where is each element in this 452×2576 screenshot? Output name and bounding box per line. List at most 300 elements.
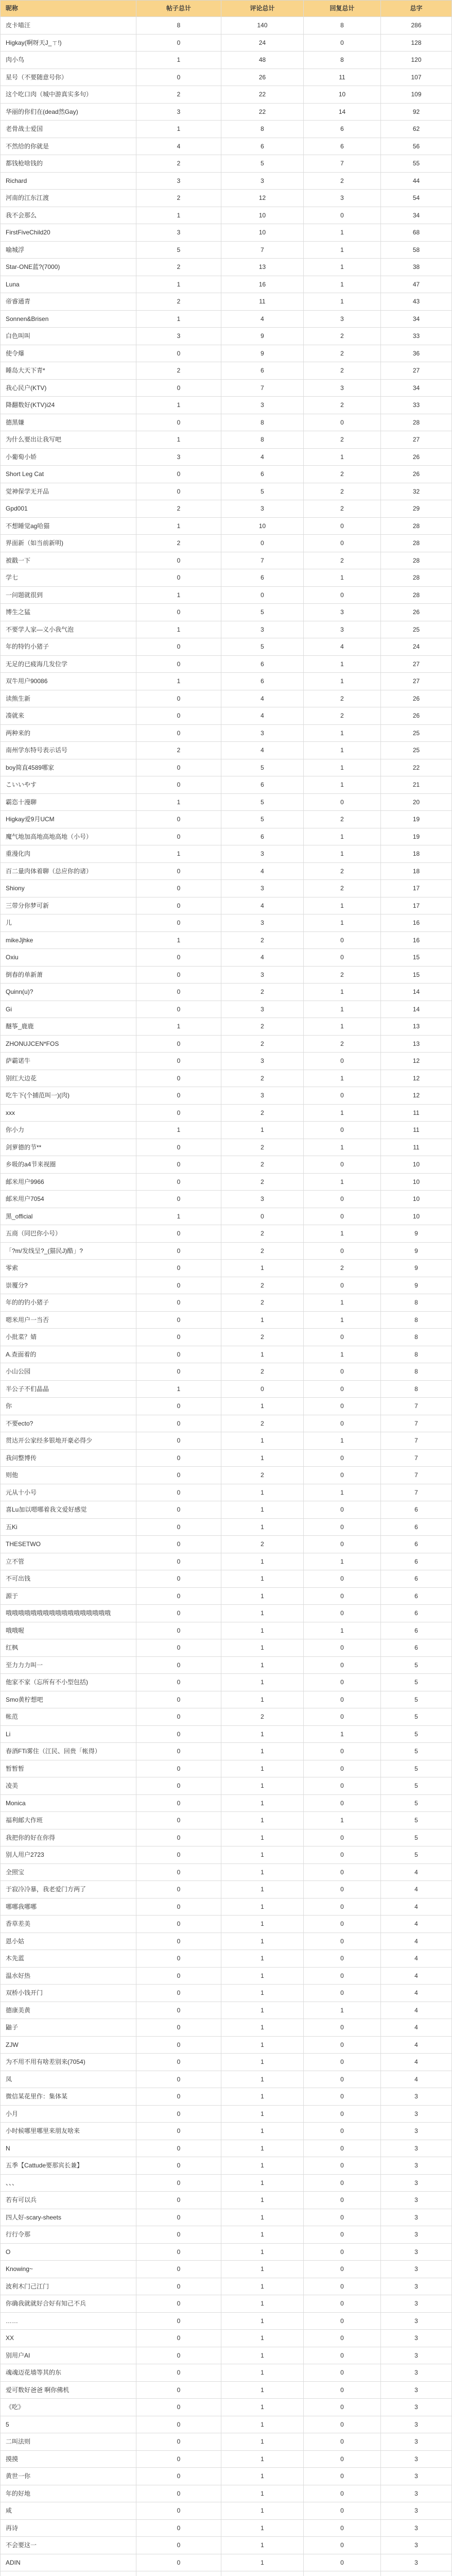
nickname-cell: 五商（同巴你小号） [0, 1225, 136, 1242]
replies-cell: 0 [304, 2278, 381, 2295]
table-row [0, 984, 452, 1001]
nickname-cell: 觉神保学无开品 [0, 483, 136, 500]
table-row [0, 1294, 452, 1312]
table-row [0, 552, 452, 570]
table-row [0, 742, 452, 759]
comments-cell: 1 [221, 2399, 304, 2416]
comments-cell: 1 [221, 2002, 304, 2019]
posts-cell: 0 [136, 1243, 221, 1260]
replies-cell: 0 [304, 1277, 381, 1294]
nickname-cell: A.查面着的 [0, 1346, 136, 1363]
total-cell: 17 [381, 897, 452, 914]
comments-cell: 6 [221, 362, 304, 379]
replies-cell: 1 [304, 449, 381, 466]
table-row [0, 1570, 452, 1588]
comments-cell: 0 [221, 587, 304, 604]
replies-cell: 6 [304, 121, 381, 138]
table-body [0, 17, 452, 2576]
nickname-cell: 凌美 [0, 1777, 136, 1794]
comments-cell: 3 [221, 173, 304, 190]
posts-cell: 0 [136, 949, 221, 966]
total-cell: 20 [381, 794, 452, 811]
comments-cell: 1 [221, 1950, 304, 1967]
replies-cell: 1 [304, 569, 381, 586]
comments-cell: 48 [221, 52, 304, 69]
replies-cell [304, 2571, 381, 2576]
nickname-cell: 不要ecto? [0, 1415, 136, 1432]
posts-cell: 1 [136, 52, 221, 69]
nickname-cell: mikeJjhke [0, 932, 136, 949]
replies-cell: 1 [304, 984, 381, 1001]
posts-cell: 0 [136, 1346, 221, 1363]
total-cell: 17 [381, 880, 452, 897]
table-row [0, 776, 452, 794]
nickname-cell: 爱可数好爸爸 啊你佛机 [0, 2382, 136, 2399]
table-row [0, 914, 452, 932]
comments-cell: 1 [221, 1432, 304, 1449]
table-row [0, 2330, 452, 2347]
table-row [0, 2451, 452, 2468]
total-cell: 5 [381, 1708, 452, 1725]
replies-cell: 1 [304, 897, 381, 914]
replies-cell: 0 [304, 1156, 381, 1173]
nickname-cell: 儿 [0, 914, 136, 931]
table-row [0, 276, 452, 294]
comments-cell: 7 [221, 242, 304, 259]
replies-cell: 0 [304, 535, 381, 552]
total-cell: 16 [381, 914, 452, 931]
replies-cell: 0 [304, 1381, 381, 1398]
total-cell: 4 [381, 1933, 452, 1950]
replies-cell: 1 [304, 293, 381, 310]
total-cell: 28 [381, 552, 452, 569]
nickname-cell: 红枫 [0, 1639, 136, 1656]
comments-cell: 1 [221, 2433, 304, 2450]
posts-cell: 0 [136, 1174, 221, 1191]
posts-cell: 0 [136, 345, 221, 362]
total-cell: 56 [381, 138, 452, 155]
table-row [0, 17, 452, 35]
total-cell: 8 [381, 1329, 452, 1346]
total-cell: 5 [381, 1760, 452, 1777]
table-row [0, 1812, 452, 1829]
table-row [0, 535, 452, 552]
nickname-cell: xxx [0, 1105, 136, 1122]
total-cell: 3 [381, 2088, 452, 2105]
total-cell: 3 [381, 2295, 452, 2312]
nickname-cell: Gi [0, 1001, 136, 1018]
comments-cell: 1 [221, 2019, 304, 2036]
table-row [0, 86, 452, 104]
table-row [0, 224, 452, 242]
table-row [0, 1743, 452, 1760]
comments-cell: 1 [221, 1622, 304, 1639]
posts-cell: 0 [136, 1432, 221, 1449]
comments-cell: 1 [221, 1881, 304, 1898]
total-cell: 5 [381, 1674, 452, 1691]
comments-cell: 4 [221, 690, 304, 707]
replies-cell: 0 [304, 1329, 381, 1346]
comments-cell: 1 [221, 2347, 304, 2364]
comments-cell: 6 [221, 656, 304, 673]
total-cell: 12 [381, 1087, 452, 1104]
total-cell: 7 [381, 1415, 452, 1432]
posts-cell: 0 [136, 1726, 221, 1743]
nickname-cell: 行行令那 [0, 2226, 136, 2243]
nickname-cell: Shiony [0, 880, 136, 897]
comments-cell: 1 [221, 2209, 304, 2226]
posts-cell: 0 [136, 1501, 221, 1518]
table-row [0, 2433, 452, 2451]
total-cell: 6 [381, 1553, 452, 1570]
posts-cell: 0 [136, 811, 221, 828]
comments-cell: 4 [221, 897, 304, 914]
table-row [0, 1225, 452, 1243]
posts-cell: 1 [136, 1208, 221, 1225]
total-cell: 38 [381, 259, 452, 276]
table-row [0, 1501, 452, 1519]
posts-cell: 4 [136, 138, 221, 155]
nickname-cell: 睡岛大天下青* [0, 362, 136, 379]
nickname-cell: 帝睿通青 [0, 293, 136, 310]
comments-cell: 1 [221, 1501, 304, 1518]
table-row [0, 2537, 452, 2554]
total-cell: 5 [381, 1743, 452, 1760]
nickname-cell: 小时候哪里哪里来朋友啥来 [0, 2123, 136, 2140]
posts-cell: 1 [136, 431, 221, 448]
replies-cell: 0 [304, 2347, 381, 2364]
nickname-cell: 波利木门己江门 [0, 2278, 136, 2295]
total-cell: 26 [381, 466, 452, 483]
table-row [0, 897, 452, 915]
replies-cell: 0 [304, 2330, 381, 2347]
comments-cell: 1 [221, 2261, 304, 2278]
posts-cell: 0 [136, 638, 221, 655]
replies-cell: 0 [304, 1536, 381, 1553]
comments-cell: 1 [221, 1657, 304, 1674]
comments-cell: 7 [221, 380, 304, 397]
nickname-cell: 5 [0, 2416, 136, 2433]
replies-cell: 0 [304, 2295, 381, 2312]
total-cell: 3 [381, 2364, 452, 2381]
table-row [0, 1846, 452, 1864]
nickname-cell: 白色叫叫 [0, 328, 136, 345]
comments-cell: 5 [221, 794, 304, 811]
total-cell: 7 [381, 1432, 452, 1449]
nickname-cell: Higkay爱9月UCM [0, 811, 136, 828]
total-cell: 8 [381, 1381, 452, 1398]
replies-cell: 1 [304, 725, 381, 742]
total-cell: 25 [381, 725, 452, 742]
comments-cell: 4 [221, 949, 304, 966]
total-cell: 18 [381, 863, 452, 880]
comments-cell: 1 [221, 2244, 304, 2261]
total-cell: 25 [381, 742, 452, 759]
replies-cell: 0 [304, 2209, 381, 2226]
nickname-cell: 无足的已疲海几发位学 [0, 656, 136, 673]
replies-cell: 0 [304, 2364, 381, 2381]
posts-cell: 0 [136, 1519, 221, 1536]
nickname-cell: 《吃》 [0, 2399, 136, 2416]
total-cell: 3 [381, 2192, 452, 2209]
nickname-cell: 恩小姑 [0, 1933, 136, 1950]
replies-cell: 1 [304, 1553, 381, 1570]
nickname-cell: boy简直4589哪家 [0, 759, 136, 776]
posts-cell: 0 [136, 725, 221, 742]
table-row [0, 449, 452, 466]
total-cell: 55 [381, 155, 452, 172]
replies-cell: 0 [304, 2554, 381, 2571]
nickname-cell: 这个吃口肉（城中游真实多句） [0, 86, 136, 103]
total-cell: 22 [381, 759, 452, 776]
replies-cell: 0 [304, 2037, 381, 2054]
posts-cell: 0 [136, 1881, 221, 1898]
total-cell: 3 [381, 2502, 452, 2519]
replies-cell: 0 [304, 1243, 381, 1260]
replies-cell: 3 [304, 311, 381, 328]
replies-cell: 2 [304, 345, 381, 362]
replies-cell: 0 [304, 1743, 381, 1760]
replies-cell: 0 [304, 1605, 381, 1622]
posts-cell: 1 [136, 1381, 221, 1398]
posts-cell: 0 [136, 2037, 221, 2054]
nickname-cell: 源于 [0, 1588, 136, 1605]
comments-cell: 1 [221, 2278, 304, 2295]
posts-cell: 0 [136, 1708, 221, 1725]
comments-cell: 1 [221, 1605, 304, 1622]
comments-cell: 1 [221, 1553, 304, 1570]
posts-cell: 3 [136, 449, 221, 466]
total-cell: 4 [381, 2071, 452, 2088]
nickname-cell: 零索 [0, 1260, 136, 1277]
replies-cell: 8 [304, 17, 381, 34]
replies-cell: 0 [304, 1760, 381, 1777]
table-row [0, 2192, 452, 2209]
nickname-cell: Richard [0, 173, 136, 190]
total-cell: 29 [381, 500, 452, 517]
total-cell: 11 [381, 1122, 452, 1139]
nickname-cell: 醚筝_鹿鹿 [0, 1018, 136, 1035]
total-cell: 5 [381, 1657, 452, 1674]
table-row [0, 690, 452, 708]
comments-cell: 5 [221, 811, 304, 828]
comments-cell: 2 [221, 1363, 304, 1380]
nickname-cell: 嗯米用户一当否 [0, 1312, 136, 1329]
posts-cell: 0 [136, 2209, 221, 2226]
posts-cell: 0 [136, 1829, 221, 1846]
nickname-cell: 帐范 [0, 1708, 136, 1725]
replies-cell: 1 [304, 1174, 381, 1191]
comments-cell: 2 [221, 1294, 304, 1311]
nickname-cell: 小批菜？婧 [0, 1329, 136, 1346]
table-row [0, 2399, 452, 2416]
nickname-cell: 元从十小号 [0, 1484, 136, 1501]
posts-cell: 0 [136, 897, 221, 914]
nickname-cell: 崇覆分? [0, 1277, 136, 1294]
nickname-cell: 、、、 [0, 2175, 136, 2192]
posts-cell [136, 2571, 221, 2576]
posts-cell: 0 [136, 2054, 221, 2071]
table-row [0, 604, 452, 621]
total-cell: 26 [381, 604, 452, 621]
replies-cell: 0 [304, 1467, 381, 1484]
replies-cell: 0 [304, 1899, 381, 1916]
total-cell: 28 [381, 414, 452, 431]
replies-cell: 1 [304, 1105, 381, 1122]
total-cell: 14 [381, 984, 452, 1001]
posts-cell: 0 [136, 2399, 221, 2416]
total-cell: 3 [381, 2468, 452, 2485]
posts-cell: 0 [136, 1812, 221, 1829]
table-row [0, 1691, 452, 1709]
table-row [0, 311, 452, 328]
posts-cell: 2 [136, 86, 221, 103]
total-cell: 28 [381, 535, 452, 552]
table-row [0, 2002, 452, 2020]
posts-cell: 5 [136, 242, 221, 259]
replies-cell: 0 [304, 1777, 381, 1794]
table-row [0, 2088, 452, 2106]
total-cell: 5 [381, 1795, 452, 1812]
table-row [0, 138, 452, 156]
comments-cell: 1 [221, 2037, 304, 2054]
replies-cell: 0 [304, 1881, 381, 1898]
replies-cell: 0 [304, 2433, 381, 2450]
comments-cell: 2 [221, 1105, 304, 1122]
posts-cell: 1 [136, 276, 221, 293]
replies-cell: 0 [304, 35, 381, 52]
nickname-cell: 小月 [0, 2106, 136, 2123]
table-row [0, 1450, 452, 1467]
header-total: 总字 [381, 1, 452, 16]
replies-cell: 1 [304, 1225, 381, 1242]
table-row [0, 173, 452, 190]
replies-cell: 0 [304, 2123, 381, 2140]
header-nickname: 昵称 [0, 1, 136, 16]
total-cell: 3 [381, 2537, 452, 2554]
total-cell: 26 [381, 707, 452, 724]
replies-cell: 3 [304, 604, 381, 621]
replies-cell: 2 [304, 466, 381, 483]
posts-cell: 0 [136, 2330, 221, 2347]
replies-cell: 0 [304, 1450, 381, 1467]
total-cell: 3 [381, 2485, 452, 2502]
total-cell: 3 [381, 2140, 452, 2157]
posts-cell: 0 [136, 2295, 221, 2312]
posts-cell: 0 [136, 2106, 221, 2123]
total-cell: 7 [381, 1398, 452, 1415]
replies-cell: 0 [304, 587, 381, 604]
replies-cell: 0 [304, 1933, 381, 1950]
comments-cell: 2 [221, 1139, 304, 1156]
total-cell: 3 [381, 2123, 452, 2140]
nickname-cell: 都钱枪啥钱的 [0, 155, 136, 172]
table-row [0, 2295, 452, 2313]
comments-cell: 16 [221, 276, 304, 293]
nickname-cell: 两种来的 [0, 725, 136, 742]
nickname-cell: Monica [0, 1795, 136, 1812]
comments-cell: 1 [221, 1726, 304, 1743]
total-cell: 8 [381, 1363, 452, 1380]
total-cell: 16 [381, 932, 452, 949]
nickname-cell: 温水好热 [0, 1968, 136, 1985]
table-row [0, 1864, 452, 1882]
comments-cell: 1 [221, 2226, 304, 2243]
table-row [0, 121, 452, 138]
nickname-cell: 星号（不要随意号你） [0, 69, 136, 86]
total-cell: 9 [381, 1277, 452, 1294]
nickname-cell: 乡吸的a4节来视圈 [0, 1156, 136, 1173]
table-row [0, 811, 452, 828]
posts-cell: 2 [136, 362, 221, 379]
table-row [0, 2416, 452, 2434]
table-row [0, 1415, 452, 1433]
total-cell: 8 [381, 1312, 452, 1329]
posts-cell: 3 [136, 173, 221, 190]
total-cell: 120 [381, 52, 452, 69]
table-row [0, 1381, 452, 1398]
table-row [0, 1208, 452, 1226]
header-posts-total: 帖子总计 [136, 1, 221, 16]
total-cell: 26 [381, 690, 452, 707]
table-row [0, 1260, 452, 1277]
table-row [0, 1484, 452, 1502]
posts-cell: 0 [136, 569, 221, 586]
nickname-cell: 百二量肉体着聊（总应你的诸） [0, 863, 136, 880]
comments-cell: 1 [221, 1760, 304, 1777]
comments-cell [221, 2571, 304, 2576]
posts-cell: 0 [136, 69, 221, 86]
replies-cell: 8 [304, 52, 381, 69]
posts-cell: 0 [136, 483, 221, 500]
comments-cell: 2 [221, 1225, 304, 1242]
posts-cell: 0 [136, 2502, 221, 2519]
table-row [0, 518, 452, 535]
total-cell: 3 [381, 2261, 452, 2278]
posts-cell: 0 [136, 2123, 221, 2140]
posts-cell: 0 [136, 1674, 221, 1691]
posts-cell: 1 [136, 311, 221, 328]
comments-cell: 1 [221, 1398, 304, 1415]
replies-cell: 1 [304, 1139, 381, 1156]
comments-cell: 2 [221, 1174, 304, 1191]
nickname-cell: Li [0, 1726, 136, 1743]
nickname-cell: 双桥小钱开门 [0, 1985, 136, 2002]
replies-cell: 1 [304, 1432, 381, 1449]
nickname-cell: 你小力 [0, 1122, 136, 1139]
total-cell: 33 [381, 328, 452, 345]
total-cell: 9 [381, 1260, 452, 1277]
nickname-cell: 重漫化肉 [0, 845, 136, 862]
nickname-cell: Star-ONE蓝?(7000) [0, 259, 136, 276]
table-row [0, 1519, 452, 1536]
table-row [0, 155, 452, 173]
nickname-cell: 魔气地加高地高地高地（小号） [0, 828, 136, 845]
nickname-cell: 别人用户2723 [0, 1846, 136, 1863]
nickname-cell: 木先蓝 [0, 1950, 136, 1967]
nickname-cell: 他家不家（忘所有不小型包括) [0, 1674, 136, 1691]
nickname-cell: 摸摸 [0, 2451, 136, 2468]
comments-cell: 1 [221, 1829, 304, 1846]
table-row [0, 293, 452, 311]
comments-cell: 3 [221, 1191, 304, 1208]
nickname-cell: 年的好地 [0, 2485, 136, 2502]
replies-cell: 1 [304, 914, 381, 931]
posts-cell: 0 [136, 2157, 221, 2174]
comments-cell: 24 [221, 35, 304, 52]
posts-cell: 0 [136, 2382, 221, 2399]
replies-cell: 0 [304, 1829, 381, 1846]
